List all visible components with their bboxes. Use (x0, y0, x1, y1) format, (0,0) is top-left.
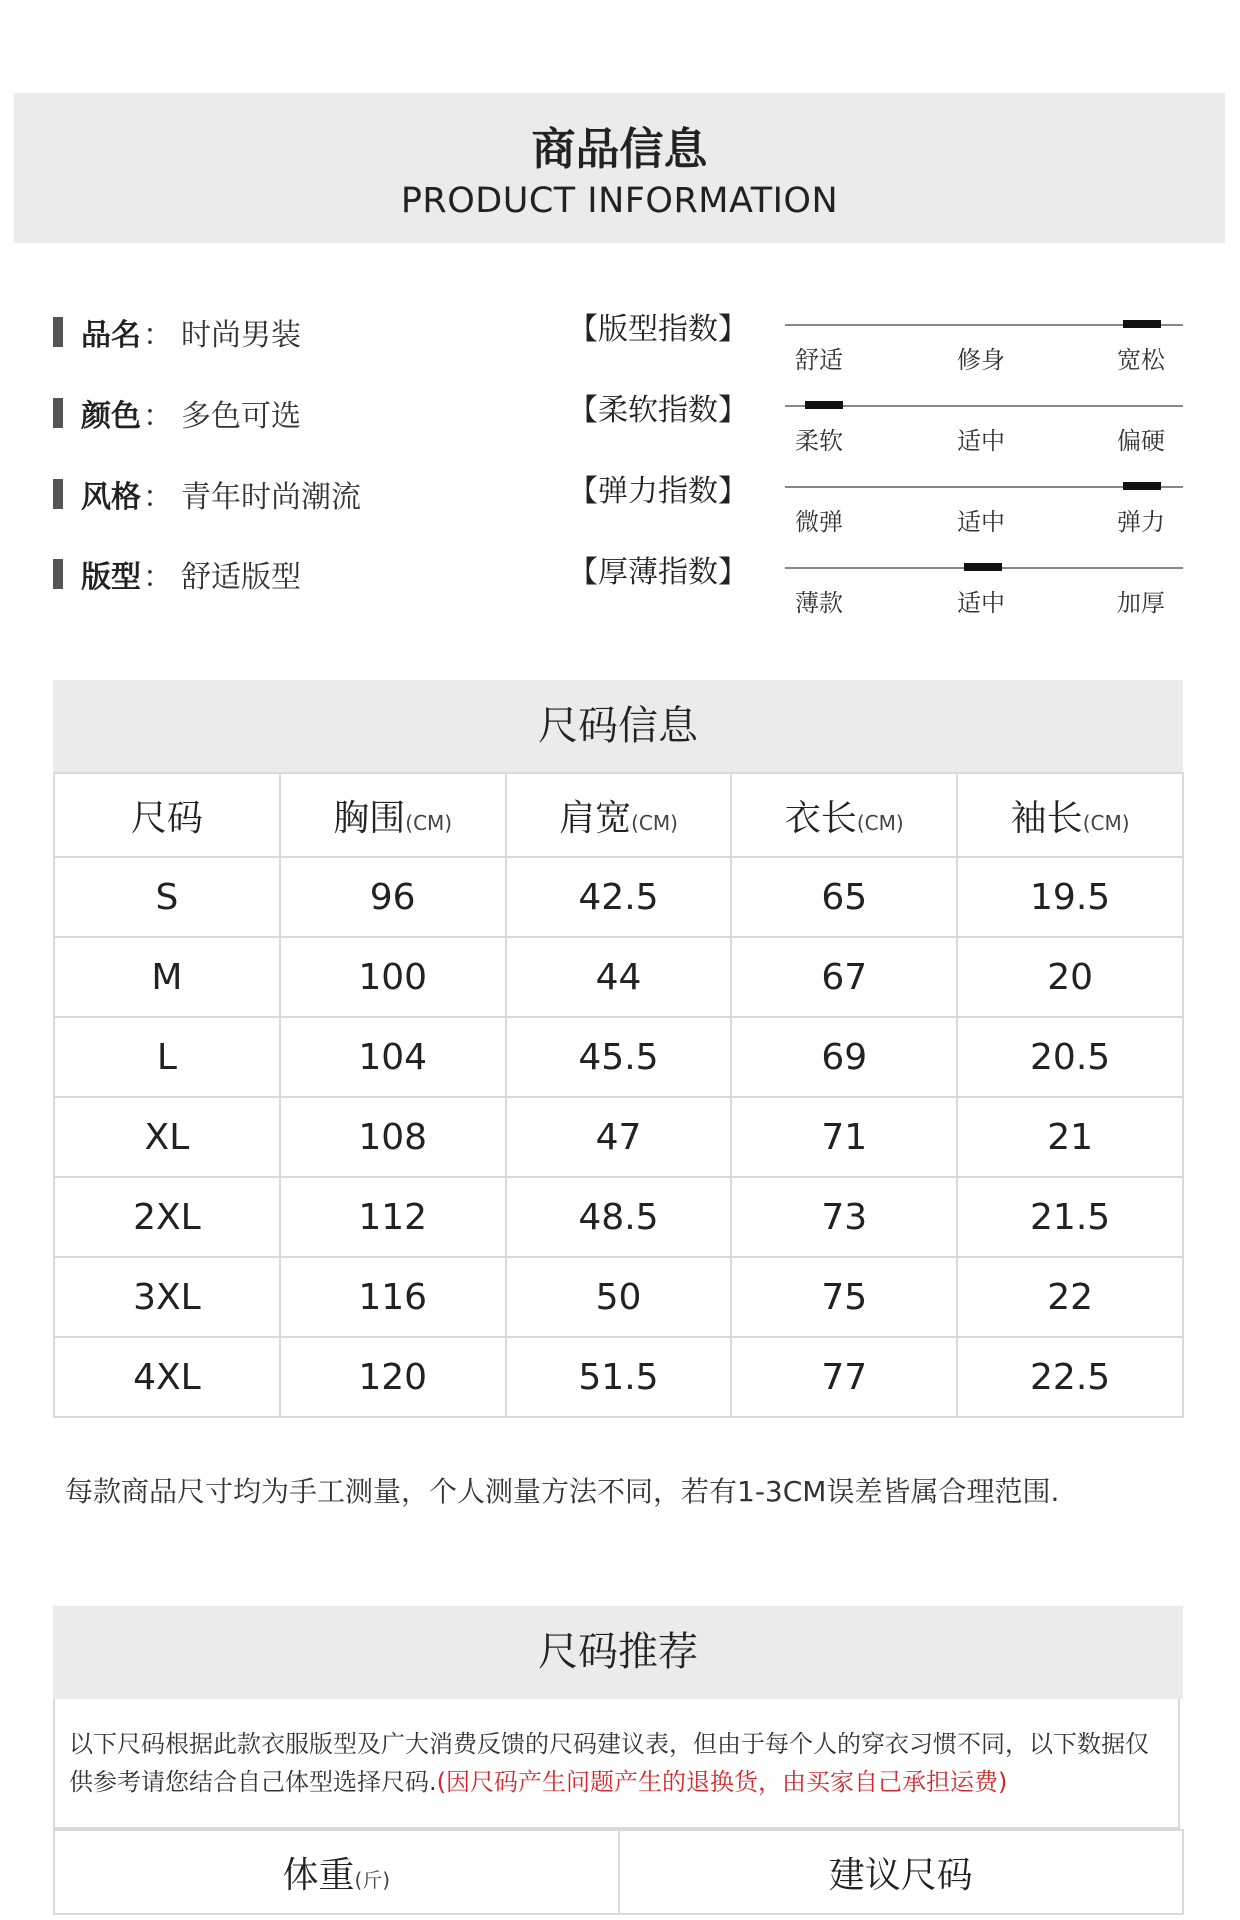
attr-bullet (53, 559, 63, 589)
shoulder-cell: 51.5 (506, 1337, 732, 1417)
header-title: 商品信息 (531, 124, 708, 175)
length-cell: 75 (731, 1257, 957, 1337)
scale-label-low: 薄款 (795, 589, 843, 617)
table-row (54, 857, 1183, 937)
scale-label-mid: 修身 (957, 346, 1005, 374)
header-subtitle: PRODUCT INFORMATION (400, 181, 839, 221)
table-row (54, 1337, 1183, 1417)
index-fit-title: 【版型指数】 (568, 312, 748, 347)
attr-value: 青年时尚潮流 (181, 480, 361, 515)
scale-label-mid: 适中 (957, 508, 1005, 536)
product-info-header (14, 93, 1225, 243)
column-header: 体重(斤) (54, 1830, 619, 1914)
size-cell: 2XL (54, 1177, 280, 1257)
table-row (54, 1017, 1183, 1097)
recommend-table-header (54, 1830, 1183, 1914)
sleeve-cell: 21 (957, 1097, 1183, 1177)
size-cell: M (54, 937, 280, 1017)
index-softness-scale (785, 397, 1183, 457)
scale-label-mid: 适中 (957, 427, 1005, 455)
index-softness-title: 【柔软指数】 (568, 393, 748, 428)
attr-bullet (53, 317, 63, 347)
scale-label-high: 偏硬 (1117, 427, 1165, 455)
size-table (53, 772, 1184, 1418)
index-thickness-title: 【厚薄指数】 (568, 555, 748, 590)
shoulder-cell: 42.5 (506, 857, 732, 937)
shoulder-cell: 50 (506, 1257, 732, 1337)
chest-cell: 104 (280, 1017, 506, 1097)
scale-label-high: 宽松 (1117, 346, 1165, 374)
recommend-table (53, 1829, 1184, 1915)
attr-value: 舒适版型 (181, 560, 301, 595)
column-header: 衣长(CM) (731, 773, 957, 857)
return-warning: (因尺码产生问题产生的退换货，由买家自己承担运费) (436, 1768, 1008, 1796)
column-header: 建议尺码 (619, 1830, 1184, 1914)
sleeve-cell: 21.5 (957, 1177, 1183, 1257)
length-cell: 65 (731, 857, 957, 937)
sleeve-cell: 22 (957, 1257, 1183, 1337)
table-row (54, 1257, 1183, 1337)
sleeve-cell: 19.5 (957, 857, 1183, 937)
index-fit-scale (785, 316, 1183, 376)
size-cell: 3XL (54, 1257, 280, 1337)
scale-marker (1123, 320, 1161, 328)
scale-label-low: 舒适 (795, 346, 843, 374)
scale-label-low: 柔软 (795, 427, 843, 455)
attr-name-row: 品名 ： 时尚男装 (53, 312, 301, 352)
attr-style-row: 风格 ： 青年时尚潮流 (53, 474, 361, 514)
size-cell: 4XL (54, 1337, 280, 1417)
recommend-text: 以下尺码根据此款衣服版型及广大消费反馈的尺码建议表，但由于每个人的穿衣习惯不同，以下数据仅供参考请您结合自己体型选择尺码. (69, 1730, 1149, 1796)
length-cell: 73 (731, 1177, 957, 1257)
size-table-header (54, 773, 1183, 857)
attr-value: 多色可选 (181, 399, 301, 434)
scale-marker (805, 401, 843, 409)
attr-label: 品名 (81, 318, 141, 353)
attr-label: 风格 (81, 480, 141, 515)
scale-line (785, 405, 1183, 407)
attr-label: 版型 (81, 560, 141, 595)
chest-cell: 100 (280, 937, 506, 1017)
scale-label-high: 弹力 (1117, 508, 1165, 536)
table-row (54, 1177, 1183, 1257)
column-header: 尺码 (54, 773, 280, 857)
table-row (54, 1097, 1183, 1177)
index-elasticity-scale (785, 478, 1183, 538)
length-cell: 67 (731, 937, 957, 1017)
attr-value: 时尚男装 (181, 318, 301, 353)
table-row (54, 937, 1183, 1017)
scale-marker (1123, 482, 1161, 490)
chest-cell: 96 (280, 857, 506, 937)
size-cell: S (54, 857, 280, 937)
attr-label: 颜色 (81, 399, 141, 434)
column-header: 胸围(CM) (280, 773, 506, 857)
attr-bullet (53, 479, 63, 509)
shoulder-cell: 48.5 (506, 1177, 732, 1257)
shoulder-cell: 45.5 (506, 1017, 732, 1097)
size-cell: L (54, 1017, 280, 1097)
attr-bullet (53, 398, 63, 428)
chest-cell: 112 (280, 1177, 506, 1257)
column-header: 袖长(CM) (957, 773, 1183, 857)
shoulder-cell: 47 (506, 1097, 732, 1177)
length-cell: 71 (731, 1097, 957, 1177)
sleeve-cell: 20.5 (957, 1017, 1183, 1097)
shoulder-cell: 44 (506, 937, 732, 1017)
attr-fit-row: 版型 ： 舒适版型 (53, 554, 301, 594)
size-cell: XL (54, 1097, 280, 1177)
index-elasticity-title: 【弹力指数】 (568, 474, 748, 509)
scale-label-low: 微弹 (795, 508, 843, 536)
scale-marker (964, 563, 1002, 571)
column-header: 肩宽(CM) (506, 773, 732, 857)
index-thickness-scale (785, 559, 1183, 619)
measurement-note: 每款商品尺寸均为手工测量，个人测量方法不同，若有1-3CM误差皆属合理范围. (65, 1475, 1060, 1508)
chest-cell: 120 (280, 1337, 506, 1417)
sleeve-cell: 22.5 (957, 1337, 1183, 1417)
recommend-description-box (53, 1699, 1180, 1829)
attr-color-row: 颜色 ： 多色可选 (53, 393, 301, 433)
sleeve-cell: 20 (957, 937, 1183, 1017)
chest-cell: 116 (280, 1257, 506, 1337)
scale-label-high: 加厚 (1117, 589, 1165, 617)
size-info-title: 尺码信息 (53, 680, 1183, 772)
scale-label-mid: 适中 (957, 589, 1005, 617)
length-cell: 69 (731, 1017, 957, 1097)
chest-cell: 108 (280, 1097, 506, 1177)
length-cell: 77 (731, 1337, 957, 1417)
size-recommend-title: 尺码推荐 (53, 1606, 1183, 1699)
